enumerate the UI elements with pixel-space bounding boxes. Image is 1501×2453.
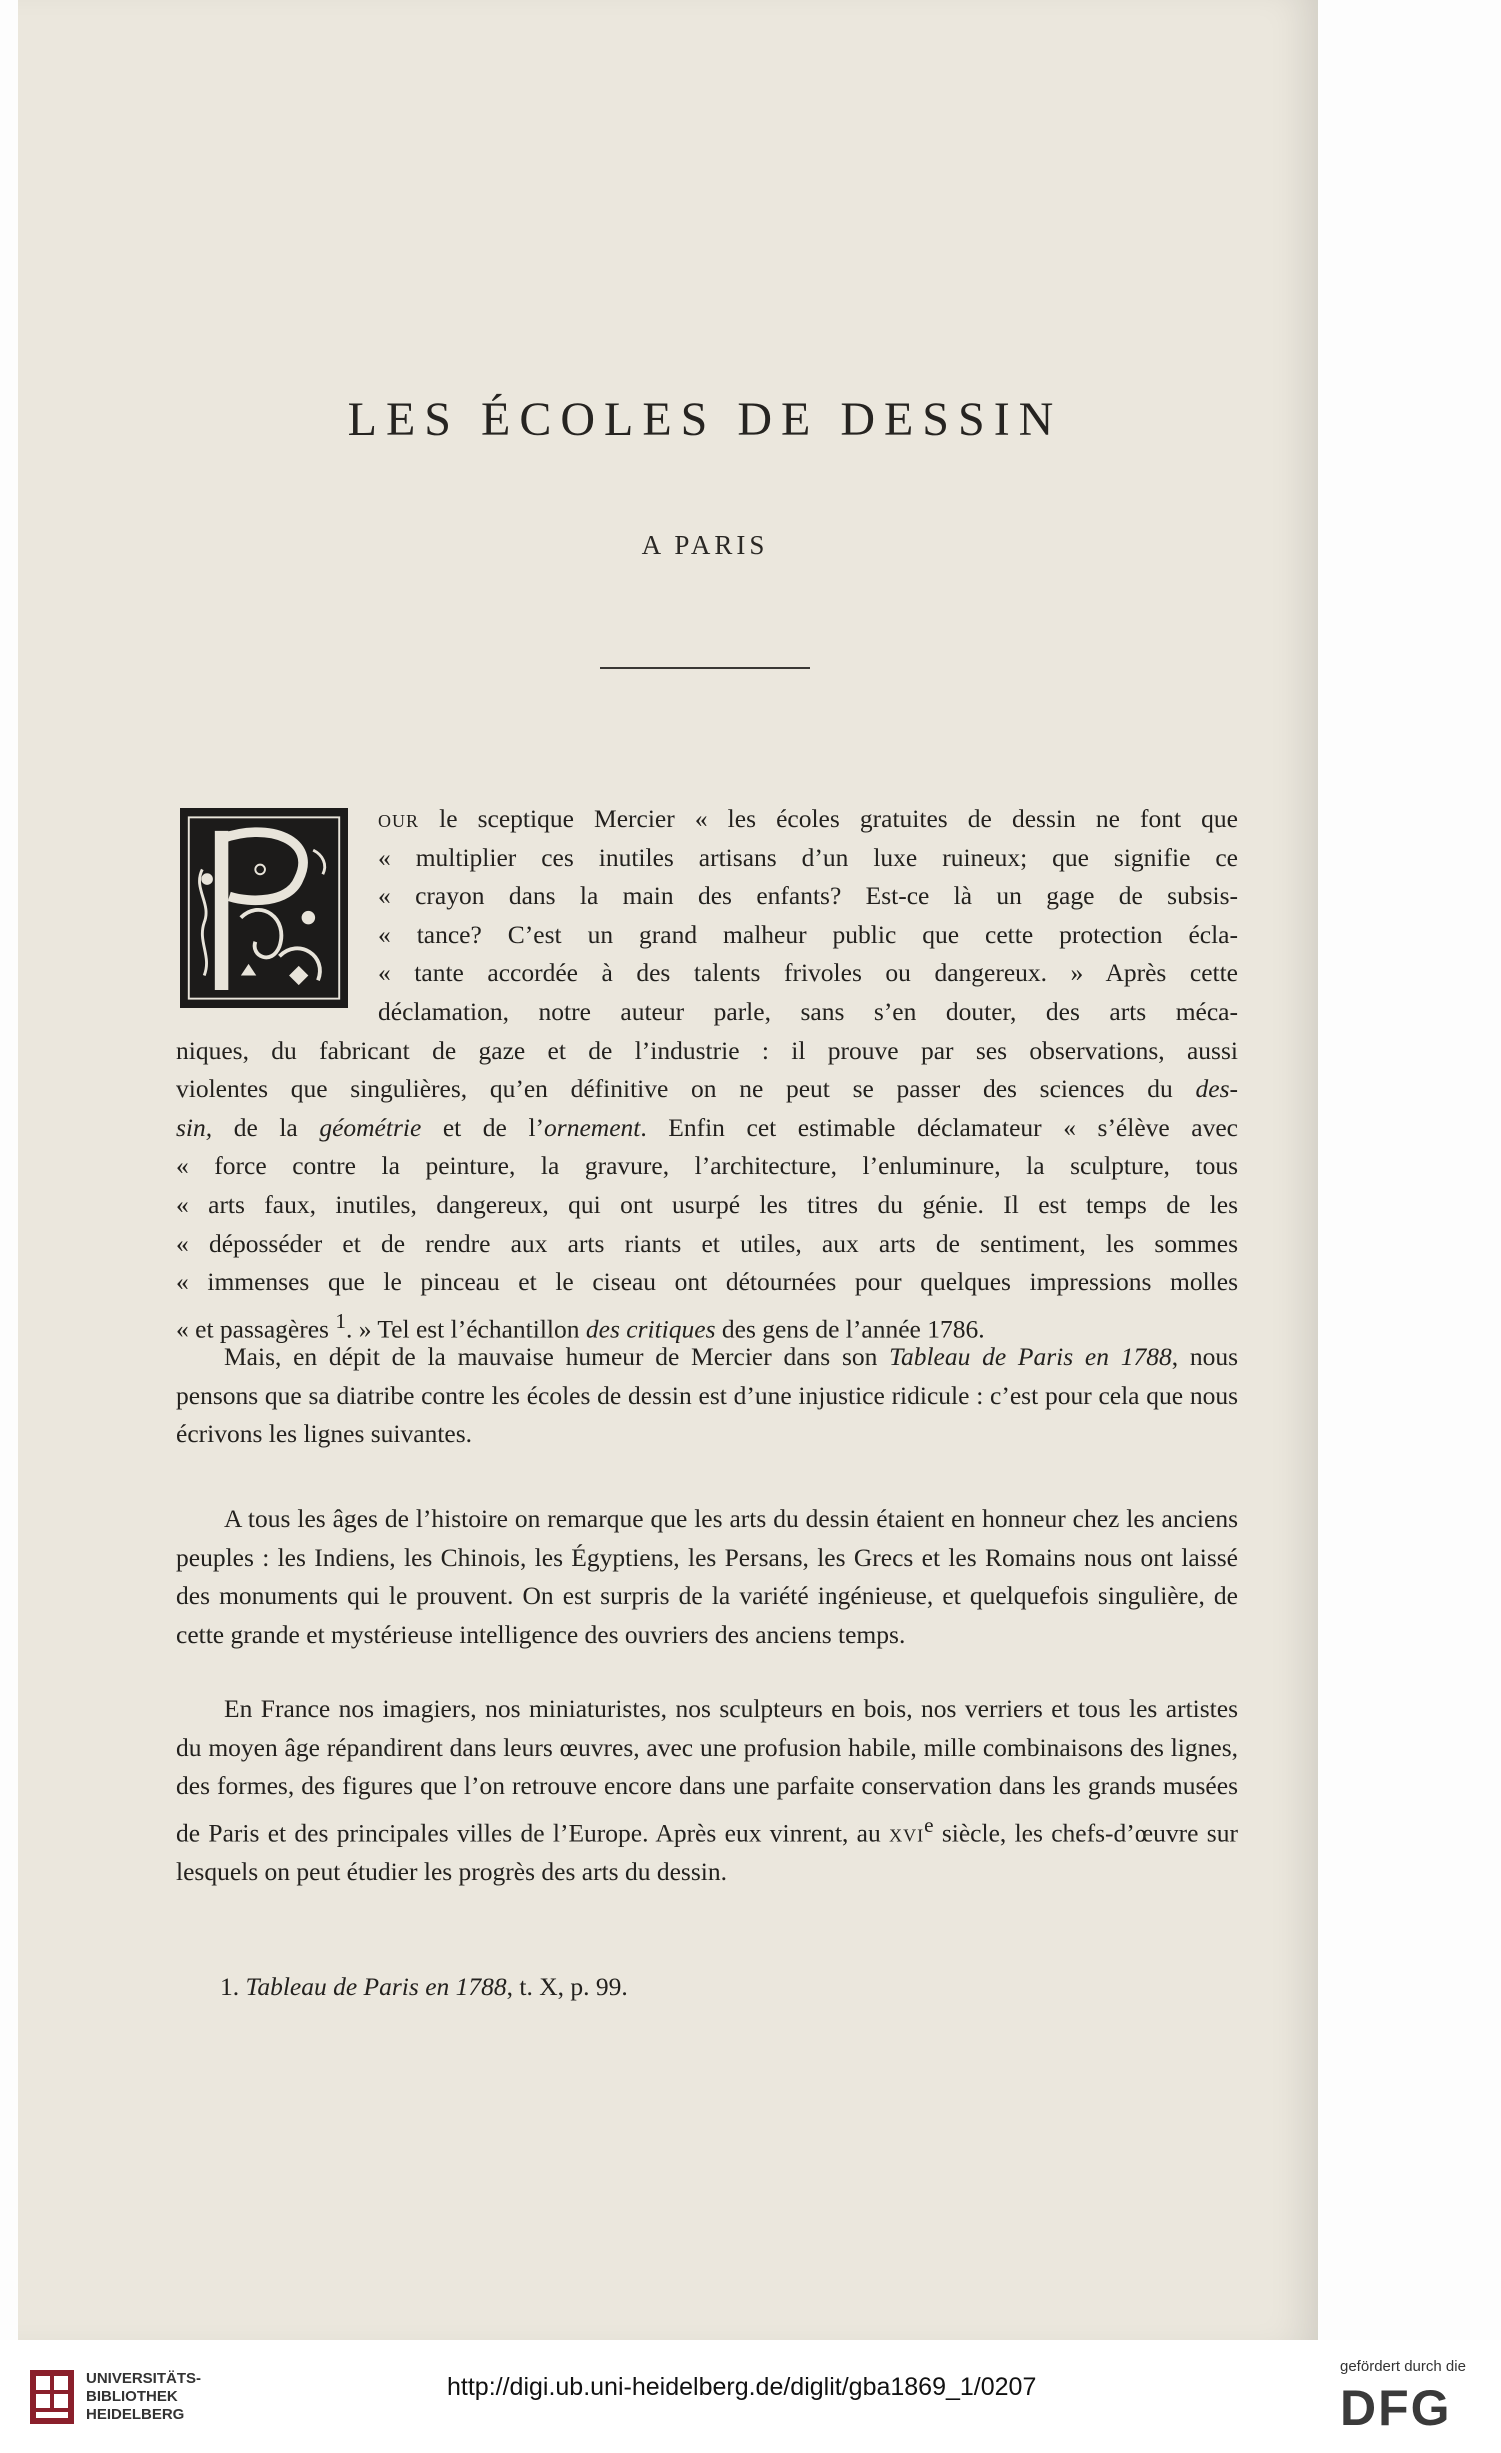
intro-line: déclamation, notre auteur parle, sans s’en douter, des arts méca- (378, 996, 1238, 1026)
funding-caption: gefördert durch die (1340, 2358, 1466, 2375)
intro-paragraph (176, 800, 1238, 1349)
intro-line: sin, de la géométrie et de l’ornement. Enfin cet estimable déclamateur « s’élève avec (176, 1112, 1238, 1142)
permalink-url[interactable]: http://digi.ub.uni-heidelberg.de/diglit/gba1869_1/0207 (447, 2373, 1037, 2401)
footnote: 1. Tableau de Paris en 1788, t. X, p. 99. (220, 1972, 628, 2001)
intro-line: « force contre la peinture, la gravure, l’architecture, l’enluminure, la sculpture, tous (176, 1151, 1238, 1181)
intro-line: « et passagères $^1$. » Tel est l’échantillon des critiques des gens de l’année 1786. (176, 1308, 985, 1344)
university-seal-icon (28, 2368, 76, 2426)
intro-line: « tante accordée à des talents frivoles ou dangereux. » Après cette (378, 958, 1238, 988)
intro-line: « arts faux, inutiles, dangereux, qui ont usurpé les titres du génie. Il est temps de les (176, 1189, 1238, 1219)
paragraph-4-text: En France nos imagiers, nos miniaturistes, nos sculpteurs en bois, nos verriers et tous les artistes du moyen âge répandirent dans leurs œuvres, avec une profusion habile, mille combinaisons des lignes, des formes, des figures que l’on retrouve encore dans une parfaite conservation dans les grands musées de Paris et des principales villes de l’Europe. Après eux vinrent, au xvi$^e$ siècle, les chefs-d’œuvre sur lesquels on peut étudier les progrès des arts du dessin. (176, 1694, 1238, 1886)
paragraph-4 (176, 1690, 1238, 1891)
intro-line: « crayon dans la main des enfants? Est-ce là un gage de subsis- (378, 881, 1238, 911)
intro-line: niques, du fabricant de gaze et de l’industrie : il prouve par ses observations, aussi (176, 1035, 1238, 1065)
intro-line: our le sceptique Mercier « les écoles gratuites de dessin ne font que (378, 804, 1238, 833)
article-subtitle: A PARIS (641, 530, 769, 560)
title-divider (600, 667, 810, 669)
library-line-1: UNIVERSITÄTS- (86, 2370, 202, 2387)
intro-line: « tance? C’est un grand malheur public que cette protection écla- (378, 919, 1238, 949)
dfg-logo: DFG (1340, 2380, 1452, 2436)
library-line-2: BIBLIOTHEK (86, 2388, 178, 2405)
intro-line: « déposséder et de rendre aux arts riants et utiles, aux arts de sentiment, les sommes (176, 1228, 1238, 1258)
intro-line: violentes que singulières, qu’en définitive on ne peut se passer des sciences du des- (176, 1074, 1238, 1104)
paragraph-2-text: Mais, en dépit de la mauvaise humeur de Mercier dans son Tableau de Paris en 1788, nous pensons que sa diatribe contre les écoles de dessin est d’une injustice ridicule : c’est pour cela que nous écrivons les lignes suivantes. (176, 1342, 1239, 1449)
article-title: LES ÉCOLES DE DESSIN (347, 393, 1063, 446)
library-line-3: HEIDELBERG (86, 2406, 185, 2423)
intro-line: « multiplier ces inutiles artisans d’un luxe ruineux; que signifie ce (378, 842, 1238, 872)
library-name (86, 2370, 201, 2424)
paragraph-3 (176, 1500, 1238, 1654)
paragraph-2 (176, 1338, 1238, 1454)
paragraph-3-text: A tous les âges de l’histoire on remarque que les arts du dessin étaient en honneur chez les anciens peuples : les Indiens, les Chinois, les Égyptiens, les Persans, les Grecs et les Romains nous ont laissé des monuments qui le prouvent. On est surpris de la variété ingénieuse, et quelquefois singulière, de cette grande et mystérieuse intelligence des ouvriers des anciens temps. (176, 1504, 1238, 1649)
intro-line: « immenses que le pinceau et le ciseau ont détournées pour quelques impressions molles (176, 1267, 1238, 1297)
